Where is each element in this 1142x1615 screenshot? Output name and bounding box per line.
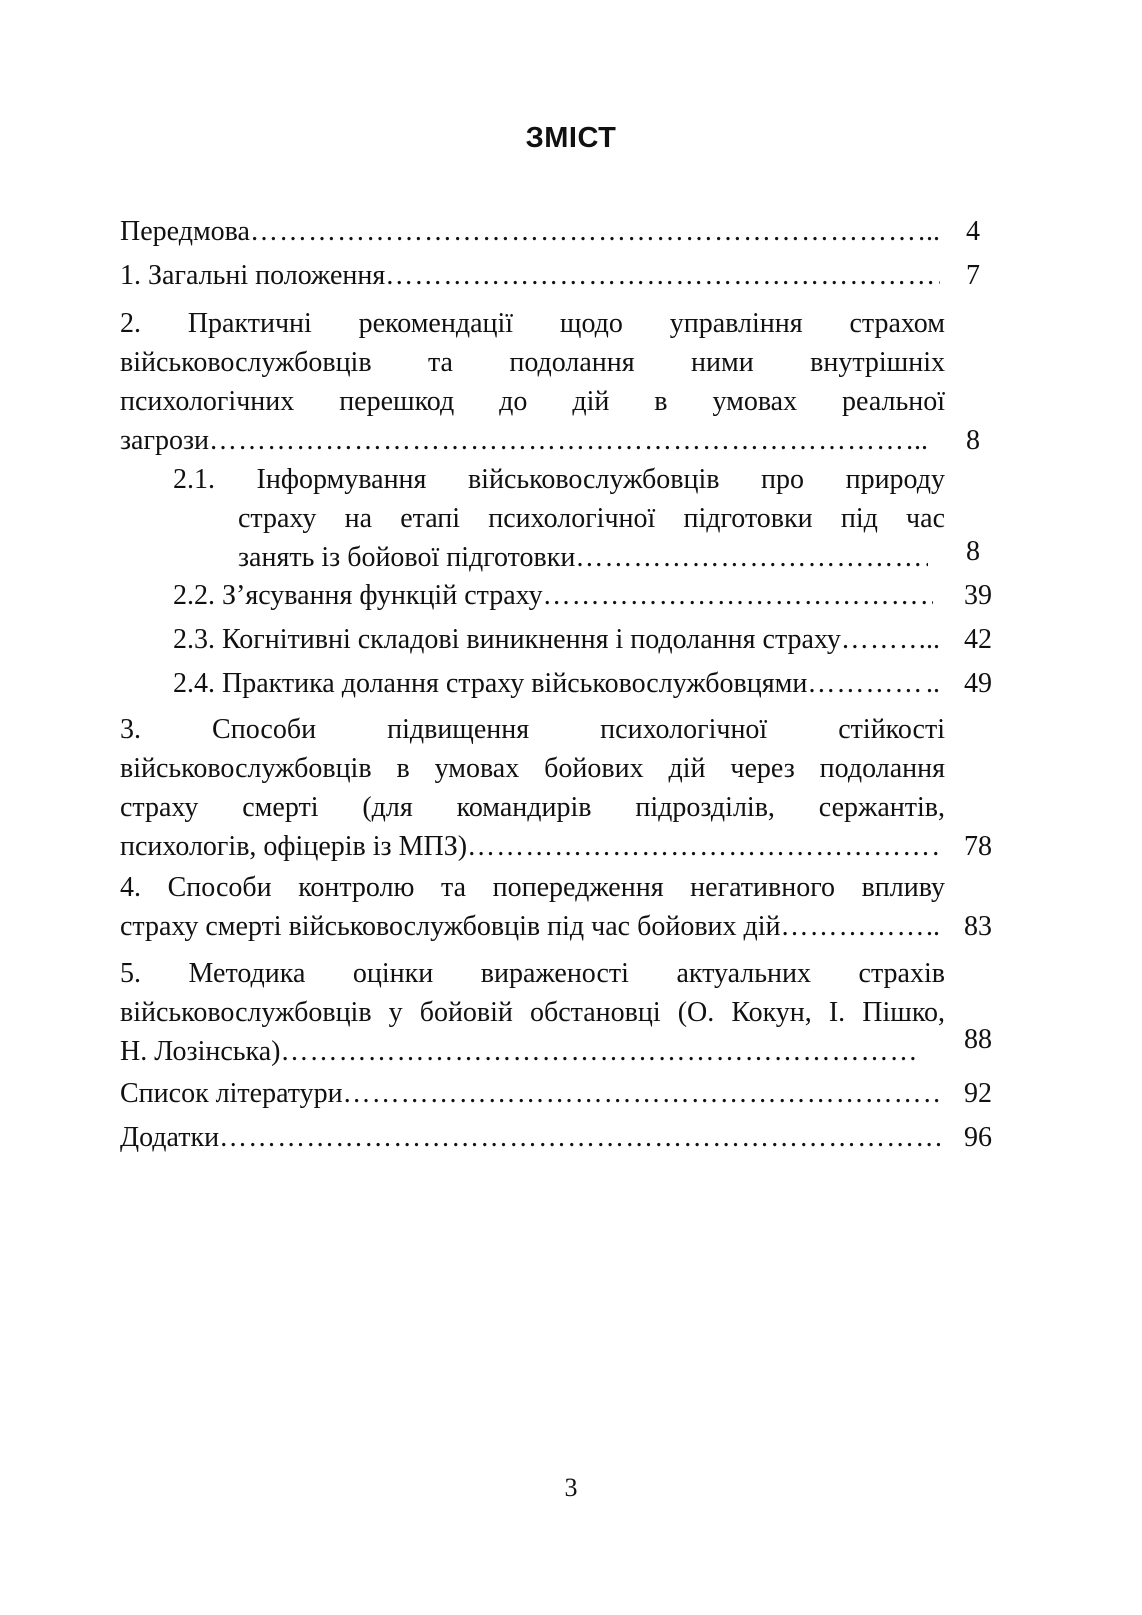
toc-page-number: 96 bbox=[964, 1122, 992, 1153]
toc-entry-appendix[interactable] bbox=[120, 1118, 1020, 1157]
toc-entry-line: страху смерті (для командирів підрозділів, сержантів, bbox=[120, 792, 945, 823]
toc-entry-section-2-2[interactable] bbox=[120, 576, 1020, 615]
toc-page-number: 49 bbox=[964, 668, 992, 699]
toc-entry-section-2-4[interactable] bbox=[120, 664, 1020, 703]
toc-entry-title: Додатки bbox=[120, 1122, 220, 1153]
leader-tail: .. bbox=[914, 425, 928, 456]
dot-leader bbox=[781, 907, 926, 946]
dot-leader bbox=[250, 212, 926, 251]
toc-entry-section-2[interactable] bbox=[120, 304, 1020, 460]
toc-page-number: 4 bbox=[966, 216, 980, 247]
dot-leader bbox=[385, 256, 940, 295]
dot-leader bbox=[841, 620, 926, 659]
toc-entry-line: 4. Способи контролю та попередження негативного впливу bbox=[120, 872, 945, 903]
toc-page-number: 92 bbox=[964, 1078, 992, 1109]
toc-entry-references[interactable] bbox=[120, 1074, 1020, 1113]
toc-entry-title: Список літератури bbox=[120, 1078, 343, 1109]
toc-entry-section-3[interactable] bbox=[120, 710, 1020, 866]
toc-page-number: 42 bbox=[964, 624, 992, 655]
toc-entry-title: 2.3. Когнітивні складові виникнення і подолання страху bbox=[173, 624, 841, 655]
toc-entry-title: Передмова bbox=[120, 216, 250, 247]
toc-entry-section-1[interactable] bbox=[120, 256, 1020, 295]
toc-page-number: 78 bbox=[964, 831, 992, 862]
dot-leader bbox=[543, 576, 933, 615]
toc-entry-line: військовослужбовців в умовах бойових дій через подолання bbox=[120, 753, 945, 784]
leader-tail: .. bbox=[926, 911, 940, 942]
footer-page-number: 3 bbox=[564, 1473, 578, 1502]
toc-entry-line: 5. Методика оцінки вираженості актуальних страхів bbox=[120, 958, 945, 989]
toc-entry-line: психологічних перешкод до дій в умовах реальної bbox=[120, 386, 945, 417]
toc-entry-line: військовослужбовців у бойовій обстановці (О. Кокун, І. Пішко, bbox=[120, 997, 945, 1028]
toc-entry-line: страху на етапі психологічної підготовки під час bbox=[238, 503, 945, 534]
page-title: ЗМІСТ bbox=[525, 122, 617, 154]
toc-entry-line: загрози bbox=[120, 425, 210, 456]
toc-entry-line: занять із бойової підготовки bbox=[238, 542, 576, 573]
toc-page-number: 7 bbox=[966, 260, 980, 291]
dot-leader bbox=[209, 421, 914, 460]
dot-leader bbox=[467, 827, 938, 866]
toc-entry-title: 1. Загальні положення bbox=[120, 260, 386, 291]
toc-entry-section-4[interactable] bbox=[120, 868, 1020, 946]
toc-entry-line: психологів, офіцерів із МПЗ) bbox=[120, 831, 468, 862]
toc-entry-line: військовослужбовців та подолання ними внутрішніх bbox=[120, 347, 945, 378]
toc-entry-line: 2.1. Інформування військовослужбовців про природу bbox=[173, 464, 945, 495]
toc-entry-section-2-1[interactable] bbox=[120, 460, 1020, 577]
toc-page-number: 83 bbox=[964, 911, 992, 942]
dot-leader bbox=[219, 1118, 940, 1157]
toc-page-number: 39 bbox=[964, 580, 992, 611]
leader-tail: .. bbox=[926, 668, 940, 699]
toc-entry-title: 2.4. Практика долання страху військовослужбовцями bbox=[173, 668, 808, 699]
toc-entry-line: страху смерті військовослужбовців під час бойових дій bbox=[120, 911, 781, 942]
toc-entry-line: Н. Лозінська) bbox=[120, 1036, 281, 1067]
dot-leader bbox=[575, 538, 928, 577]
toc-entry-line: 3. Способи підвищення психологічної стійкості bbox=[120, 714, 945, 745]
dot-leader bbox=[343, 1074, 940, 1113]
leader-tail: .. bbox=[926, 624, 940, 655]
toc-entry-line: 2. Практичні рекомендації щодо управління страхом bbox=[120, 308, 945, 339]
toc-entry-title: 2.2. З’ясування функцій страху bbox=[173, 580, 543, 611]
toc-entry-section-5[interactable] bbox=[120, 954, 1020, 1071]
toc-page-number: 8 bbox=[966, 425, 980, 456]
toc-entry-preface[interactable] bbox=[120, 212, 1020, 251]
toc-page-number: 8 bbox=[966, 536, 980, 567]
toc-page-number: 88 bbox=[964, 1024, 992, 1055]
leader-tail: .. bbox=[926, 216, 940, 247]
toc-entry-section-2-3[interactable] bbox=[120, 620, 1020, 659]
dot-leader bbox=[280, 1032, 918, 1071]
dot-leader bbox=[807, 664, 926, 703]
